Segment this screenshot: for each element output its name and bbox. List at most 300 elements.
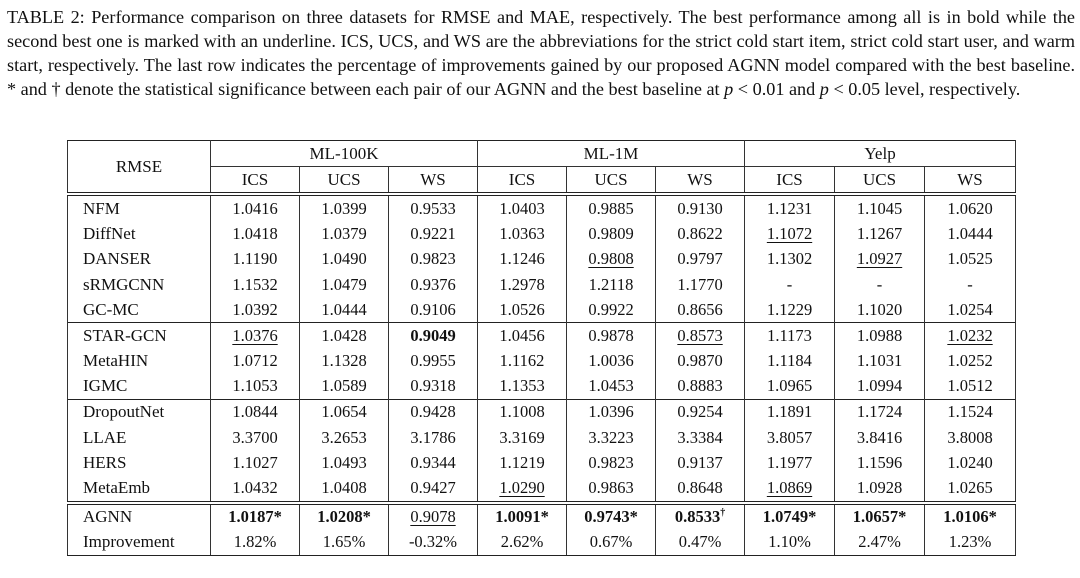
- table-cell: [745, 194, 835, 221]
- table-cell: [656, 272, 745, 297]
- table-cell: [567, 272, 656, 297]
- cell-value: 0.9743*: [584, 507, 638, 527]
- cell-value: 1.0396: [588, 402, 634, 422]
- table-cell: [300, 194, 389, 221]
- subcolumn-header: UCS: [835, 167, 925, 195]
- table-row: [68, 247, 1016, 272]
- cell-value: 0.47%: [678, 532, 722, 552]
- cell-value: 1.0376: [232, 325, 278, 345]
- table-cell: [567, 399, 656, 425]
- cell-value: 1.0928: [856, 478, 903, 498]
- table-row: [68, 323, 1016, 349]
- table-cell: [389, 297, 478, 323]
- table-cell: [745, 323, 835, 349]
- cell-value: 0.9254: [677, 402, 723, 422]
- table-cell: [745, 272, 835, 297]
- subcolumn-header: ICS: [745, 167, 835, 195]
- table-cell: [300, 247, 389, 272]
- table-row: [68, 349, 1016, 374]
- cell-value: 1.65%: [322, 532, 366, 552]
- row-label: GC-MC: [68, 297, 211, 323]
- cell-value: 1.0869: [766, 478, 813, 498]
- cell-value: 1.1246: [499, 249, 545, 269]
- table-cell: [478, 399, 567, 425]
- table-row: [68, 503, 1016, 530]
- table-cell: [300, 503, 389, 530]
- table-cell: [656, 297, 745, 323]
- cell-value: 1.0379: [321, 224, 367, 244]
- cell-value: 1.0479: [321, 274, 367, 294]
- cell-value: 1.1184: [767, 351, 812, 371]
- table-cell: [478, 222, 567, 247]
- cell-value: 3.2653: [321, 427, 367, 447]
- cell-value: 1.0490: [321, 249, 367, 269]
- cell-value: 1.0512: [947, 376, 993, 396]
- table-cell: [656, 399, 745, 425]
- cell-value: 1.1031: [856, 351, 903, 371]
- cell-value: 0.9318: [410, 376, 456, 396]
- table-cell: [745, 530, 835, 556]
- table-cell: [211, 475, 300, 502]
- header-row-settings: [68, 167, 1016, 195]
- cell-value: 1.82%: [233, 532, 277, 552]
- cell-value: 1.1353: [499, 376, 545, 396]
- cell-value: 1.1724: [856, 402, 903, 422]
- table-cell: [567, 450, 656, 475]
- table-cell: [835, 425, 925, 450]
- table-cell: [211, 323, 300, 349]
- table-cell: [478, 425, 567, 450]
- caption-line-4: by our proposed AGNN model compared with the best baseline. * and † denote the statistical significance between each: [7, 55, 1075, 99]
- cell-value: 1.1267: [856, 224, 903, 244]
- row-label: DiffNet: [68, 222, 211, 247]
- cell-value: 3.3169: [499, 427, 545, 447]
- cell-value: 1.0965: [766, 376, 813, 396]
- corner-label: RMSE: [68, 141, 211, 195]
- table-row: [68, 374, 1016, 400]
- cell-value: 1.0399: [321, 198, 367, 218]
- table-cell: [835, 323, 925, 349]
- table-cell: [656, 222, 745, 247]
- cell-value: 0.9922: [588, 299, 634, 319]
- cell-value: 1.1891: [766, 402, 813, 422]
- table-cell: [478, 323, 567, 349]
- cell-value: 0.9137: [677, 452, 723, 472]
- table-cell: [300, 450, 389, 475]
- row-label: NFM: [68, 194, 211, 221]
- p-symbol: p: [724, 79, 734, 99]
- row-label: DANSER: [68, 247, 211, 272]
- cell-value: 1.0232: [947, 325, 993, 345]
- cell-value: 0.9955: [410, 351, 456, 371]
- dataset-header-ml100k: ML-100K: [211, 141, 478, 167]
- table-cell: [656, 425, 745, 450]
- cell-value: 1.0091*: [495, 507, 549, 527]
- table-cell: [389, 530, 478, 556]
- table-cell: [478, 475, 567, 502]
- cell-value: 2.47%: [858, 532, 901, 552]
- row-label: MetaHIN: [68, 349, 211, 374]
- table-row: [68, 194, 1016, 221]
- cell-value: 1.0444: [947, 224, 993, 244]
- table-cell: [925, 399, 1016, 425]
- caption-line-3: start item, strict cold start user, and warm start, respectively. The last row indicates the percentage of improvements gained: [7, 31, 1075, 75]
- cell-value: 0.9130: [677, 198, 723, 218]
- table-cell: [567, 323, 656, 349]
- cell-value: 0.9078: [410, 507, 456, 527]
- table-cell: [745, 222, 835, 247]
- table-cell: [389, 349, 478, 374]
- table-row: [68, 450, 1016, 475]
- cell-value: 0.9863: [588, 478, 634, 498]
- cell-value: 1.0106*: [943, 507, 997, 527]
- table-cell: [389, 272, 478, 297]
- cell-value: 3.3384: [677, 427, 723, 447]
- cell-value: 1.1302: [766, 249, 813, 269]
- cell-value: 1.0994: [856, 376, 903, 396]
- results-table: [67, 140, 1016, 556]
- cell-value: 1.1229: [766, 299, 813, 319]
- cell-value: 0.9427: [410, 478, 456, 498]
- cell-value: 0.8573: [677, 325, 723, 345]
- table-cell: [925, 503, 1016, 530]
- cell-value: 1.10%: [768, 532, 811, 552]
- cell-value: 1.0988: [856, 325, 903, 345]
- table-cell: [211, 450, 300, 475]
- table-cell: [567, 247, 656, 272]
- table-cell: [835, 530, 925, 556]
- table-cell: [567, 374, 656, 400]
- table-cell: [211, 374, 300, 400]
- table-cell: [745, 450, 835, 475]
- caption-line-1: TABLE 2: Performance comparison on three datasets for RMSE and MAE, respectively. The best performance among all is: [7, 7, 941, 27]
- table-cell: [478, 503, 567, 530]
- table-cell: [835, 194, 925, 221]
- cell-value: 1.1008: [499, 402, 545, 422]
- table-cell: [835, 297, 925, 323]
- table-cell: [211, 297, 300, 323]
- subcolumn-header: WS: [925, 167, 1016, 195]
- table-cell: [835, 503, 925, 530]
- table-cell: [567, 530, 656, 556]
- table-cell: [925, 222, 1016, 247]
- cell-value: 0.9809: [588, 224, 634, 244]
- table-row: [68, 399, 1016, 425]
- table-cell: [211, 194, 300, 221]
- caption-line-2: in bold while the second best one is marked with an underline. ICS, UCS, and WS are the abbreviations for the strict cold: [7, 7, 1076, 51]
- table-cell: [925, 297, 1016, 323]
- cell-value: 1.0589: [321, 376, 367, 396]
- table-cell: [925, 475, 1016, 502]
- table-cell: [478, 247, 567, 272]
- table-cell: [567, 475, 656, 502]
- cell-value: -0.32%: [408, 532, 458, 552]
- cell-value: 0.9870: [677, 351, 723, 371]
- table-cell: [835, 272, 925, 297]
- table-cell: [389, 323, 478, 349]
- cell-value: 1.1162: [499, 351, 545, 371]
- table-cell: [656, 374, 745, 400]
- cell-value: 1.1219: [499, 452, 545, 472]
- cell-value: 0.9885: [588, 198, 634, 218]
- table-cell: [567, 503, 656, 530]
- cell-value: 1.1020: [856, 299, 903, 319]
- table-cell: [745, 475, 835, 502]
- cell-value: 1.1770: [677, 274, 723, 294]
- table-cell: [300, 272, 389, 297]
- cell-value: 1.0265: [947, 478, 993, 498]
- table-cell: [925, 349, 1016, 374]
- table-cell: [478, 194, 567, 221]
- table-cell: [300, 374, 389, 400]
- cell-value: 1.1072: [766, 224, 813, 244]
- cell-value: 1.0187*: [228, 507, 282, 527]
- table-cell: [656, 247, 745, 272]
- cell-value: 0.9376: [410, 274, 456, 294]
- cell-value: 3.8057: [766, 427, 813, 447]
- cell-value: 0.9428: [410, 402, 456, 422]
- table-row: [68, 425, 1016, 450]
- table-cell: [656, 530, 745, 556]
- cell-value: 1.0208*: [317, 507, 371, 527]
- table-cell: [567, 349, 656, 374]
- caption-threshold-2: < 0.05 level, respectively.: [828, 79, 1021, 99]
- row-label: STAR-GCN: [68, 323, 211, 349]
- table-cell: [835, 374, 925, 400]
- table-cell: [211, 399, 300, 425]
- cell-value: 1.0252: [947, 351, 993, 371]
- table-cell: [389, 425, 478, 450]
- row-label: DropoutNet: [68, 399, 211, 425]
- cell-value: 1.0654: [321, 402, 367, 422]
- table-cell: [656, 323, 745, 349]
- cell-value: 1.0620: [947, 198, 993, 218]
- table-cell: [835, 222, 925, 247]
- table-cell: [745, 425, 835, 450]
- table-cell: [300, 323, 389, 349]
- table-cell: [925, 247, 1016, 272]
- table-cell: [211, 425, 300, 450]
- cell-value: 1.0408: [321, 478, 367, 498]
- cell-value: 0.9797: [677, 249, 723, 269]
- table-cell: [925, 374, 1016, 400]
- row-label: Improvement: [68, 530, 211, 556]
- cell-value: 0.9344: [410, 452, 456, 472]
- table-cell: [567, 297, 656, 323]
- cell-value: 1.1596: [856, 452, 903, 472]
- subcolumn-header: WS: [656, 167, 745, 195]
- cell-value: 1.0363: [499, 224, 545, 244]
- cell-value: 1.2978: [499, 274, 545, 294]
- cell-value: 1.0444: [321, 299, 367, 319]
- table-body: [68, 141, 1016, 556]
- table-caption: [7, 5, 1075, 101]
- table-cell: [478, 530, 567, 556]
- table-cell: [211, 530, 300, 556]
- cell-value: 1.0428: [321, 325, 367, 345]
- table-cell: [211, 503, 300, 530]
- cell-value: 1.0432: [232, 478, 278, 498]
- cell-value: 1.0456: [499, 325, 545, 345]
- caption-line-5: pair of our AGNN and the best baseline at: [413, 79, 725, 99]
- cell-value: 1.0403: [499, 198, 545, 218]
- table-cell: [835, 247, 925, 272]
- subcolumn-header: UCS: [567, 167, 656, 195]
- row-label: IGMC: [68, 374, 211, 400]
- cell-value: 0.9221: [410, 224, 456, 244]
- table-cell: [389, 399, 478, 425]
- cell-value: 0.8622: [677, 224, 723, 244]
- row-label: AGNN: [68, 503, 211, 530]
- cell-value: 1.0392: [232, 299, 278, 319]
- cell-value: 1.1190: [232, 249, 278, 269]
- table-cell: [656, 194, 745, 221]
- table-cell: [211, 247, 300, 272]
- table-cell: [835, 450, 925, 475]
- cell-value: 1.0525: [947, 249, 993, 269]
- cell-value: 1.0657*: [852, 507, 907, 527]
- cell-value: 1.1045: [856, 198, 903, 218]
- dataset-header-ml1m: ML-1M: [478, 141, 745, 167]
- table-cell: [925, 530, 1016, 556]
- cell-value: 0.8533†: [674, 507, 726, 527]
- cell-value: 1.0927: [856, 249, 903, 269]
- cell-value: -: [786, 274, 793, 294]
- cell-value: 1.0036: [588, 351, 634, 371]
- table-cell: [745, 349, 835, 374]
- table-cell: [745, 399, 835, 425]
- table-row: [68, 297, 1016, 323]
- cell-value: 0.9533: [410, 198, 456, 218]
- subcolumn-header: UCS: [300, 167, 389, 195]
- header-row-datasets: [68, 141, 1016, 167]
- table-cell: [567, 194, 656, 221]
- table-cell: [745, 503, 835, 530]
- table-cell: [745, 247, 835, 272]
- cell-value: -: [967, 274, 973, 294]
- subcolumn-header: WS: [389, 167, 478, 195]
- table-cell: [656, 503, 745, 530]
- table-cell: [835, 349, 925, 374]
- cell-value: 0.8656: [677, 299, 723, 319]
- table-cell: [835, 399, 925, 425]
- cell-value: 3.3700: [232, 427, 278, 447]
- cell-value: 0.9823: [588, 452, 634, 472]
- cell-value: 0.67%: [589, 532, 633, 552]
- row-label: MetaEmb: [68, 475, 211, 502]
- table-cell: [925, 323, 1016, 349]
- cell-value: 0.8883: [677, 376, 723, 396]
- cell-value: 1.1173: [767, 325, 812, 345]
- table-cell: [478, 450, 567, 475]
- cell-value: 0.9106: [410, 299, 456, 319]
- table-cell: [211, 222, 300, 247]
- subcolumn-header: ICS: [211, 167, 300, 195]
- table-cell: [567, 222, 656, 247]
- table-cell: [925, 194, 1016, 221]
- table-cell: [389, 194, 478, 221]
- row-label: LLAE: [68, 425, 211, 450]
- subcolumn-header: ICS: [478, 167, 567, 195]
- table-cell: [925, 272, 1016, 297]
- table-cell: [389, 247, 478, 272]
- cell-value: 0.9049: [410, 325, 456, 345]
- cell-value: 1.0254: [947, 299, 993, 319]
- table-cell: [478, 272, 567, 297]
- cell-value: 1.0844: [232, 402, 278, 422]
- cell-value: 1.1977: [766, 452, 813, 472]
- cell-value: 1.0526: [499, 299, 545, 319]
- table-cell: [389, 503, 478, 530]
- table-cell: [478, 349, 567, 374]
- cell-value: 2.62%: [500, 532, 544, 552]
- table-cell: [478, 297, 567, 323]
- table-cell: [478, 374, 567, 400]
- table-cell: [300, 349, 389, 374]
- cell-value: 1.0290: [499, 478, 545, 498]
- cell-value: -: [876, 274, 883, 294]
- table-cell: [389, 374, 478, 400]
- cell-value: 0.9823: [410, 249, 456, 269]
- cell-value: 1.2118: [588, 274, 634, 294]
- cell-value: 1.23%: [948, 532, 992, 552]
- cell-value: 1.0749*: [762, 507, 817, 527]
- table-cell: [300, 425, 389, 450]
- cell-value: 1.0453: [588, 376, 634, 396]
- cell-value: 1.1231: [766, 198, 813, 218]
- table-cell: [300, 530, 389, 556]
- table-cell: [925, 425, 1016, 450]
- cell-value: 1.0712: [232, 351, 278, 371]
- caption-threshold-1: < 0.01 and: [733, 79, 820, 99]
- table-row: [68, 222, 1016, 247]
- table-row: [68, 530, 1016, 556]
- table-cell: [656, 349, 745, 374]
- cell-value: 0.9878: [588, 325, 634, 345]
- cell-value: 0.9808: [588, 249, 634, 269]
- table-row: [68, 272, 1016, 297]
- cell-value: 1.0418: [232, 224, 278, 244]
- table-cell: [211, 272, 300, 297]
- cell-value: 3.8008: [947, 427, 993, 447]
- table-cell: [567, 425, 656, 450]
- cell-value: 0.8648: [677, 478, 723, 498]
- table-cell: [835, 475, 925, 502]
- cell-value: 1.1328: [321, 351, 367, 371]
- table-cell: [745, 374, 835, 400]
- table-cell: [745, 297, 835, 323]
- cell-value: 1.0416: [232, 198, 278, 218]
- table-cell: [300, 222, 389, 247]
- table-cell: [389, 222, 478, 247]
- table-row: [68, 475, 1016, 502]
- dataset-header-yelp: Yelp: [745, 141, 1016, 167]
- cell-value: 1.1524: [947, 402, 993, 422]
- cell-value: 1.1532: [232, 274, 278, 294]
- table-cell: [389, 450, 478, 475]
- table-cell: [300, 399, 389, 425]
- table-cell: [211, 349, 300, 374]
- table-cell: [300, 297, 389, 323]
- table-cell: [656, 450, 745, 475]
- dagger-mark: †: [720, 507, 726, 519]
- table-cell: [925, 450, 1016, 475]
- cell-value: 1.1027: [232, 452, 278, 472]
- table-cell: [389, 475, 478, 502]
- cell-value: 3.8416: [856, 427, 903, 447]
- row-label: HERS: [68, 450, 211, 475]
- cell-value: 3.1786: [410, 427, 456, 447]
